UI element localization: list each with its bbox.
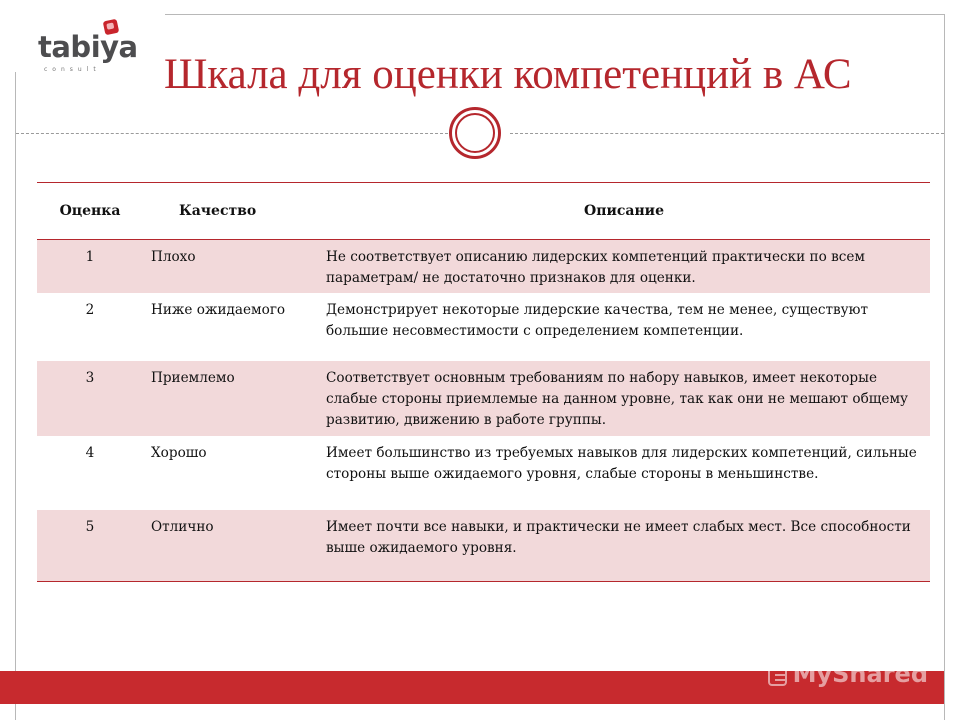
- header-quality: Качество: [143, 183, 318, 240]
- cell-description: Соответствует основным требованиям по набору навыков, имеет некоторые слабые стороны приемлемые на данном уровне, так как они не мешают общему развитию, движению в работе группы.: [318, 361, 930, 436]
- competency-scale-table: [37, 182, 930, 582]
- cell-score: 2: [85, 302, 95, 318]
- cell-quality: Хорошо: [151, 445, 207, 461]
- divider-right: [510, 133, 944, 134]
- cell-quality: Плохо: [143, 240, 318, 294]
- cell-score: 3: [37, 361, 143, 436]
- header-score: Оценка: [37, 183, 143, 240]
- presentation-board-icon: [768, 662, 787, 686]
- divider-circle-inner: [455, 113, 495, 153]
- cell-description: Имеет почти все навыки, и практически не имеет слабых мест. Все способности выше ожидаемого уровня.: [318, 510, 930, 582]
- frame-line-left: [15, 72, 16, 720]
- cell-description: Демонстрирует некоторые лидерские качества, тем не менее, существуют большие несовместимости с определением компетенции.: [326, 302, 869, 339]
- cell-score: 5: [37, 510, 143, 582]
- cell-quality: Отлично: [143, 510, 318, 582]
- frame-line-top: [165, 14, 945, 15]
- divider-left: [16, 133, 448, 134]
- cell-description: Не соответствует описанию лидерских компетенций практически по всем параметрам/ не достаточно признаков для оценки.: [318, 240, 930, 294]
- table-row: [37, 361, 930, 436]
- table-row: [37, 293, 930, 361]
- table-row: [37, 510, 930, 582]
- header-description: Описание: [318, 183, 930, 240]
- table-row: [37, 436, 930, 510]
- logo-name: tabiya: [38, 30, 138, 64]
- cell-score: 4: [85, 445, 95, 461]
- company-logo: [38, 18, 138, 78]
- watermark: [768, 657, 928, 691]
- cell-quality: Ниже ожидаемого: [151, 302, 286, 318]
- frame-line-right: [944, 14, 945, 720]
- logo-subtitle: consult: [44, 66, 101, 73]
- cell-description: Имеет большинство из требуемых навыков для лидерских компетенций, сильные стороны выше ожидаемого уровня, слабые стороны в меньшинстве.: [326, 445, 917, 482]
- cell-score: 1: [37, 240, 143, 294]
- table-row: [37, 240, 930, 294]
- table-header-row: [37, 183, 930, 240]
- cell-quality: Приемлемо: [143, 361, 318, 436]
- slide-title: Шкала для оценки компетенций в АС: [164, 51, 852, 98]
- watermark-text: MyShared: [792, 660, 928, 688]
